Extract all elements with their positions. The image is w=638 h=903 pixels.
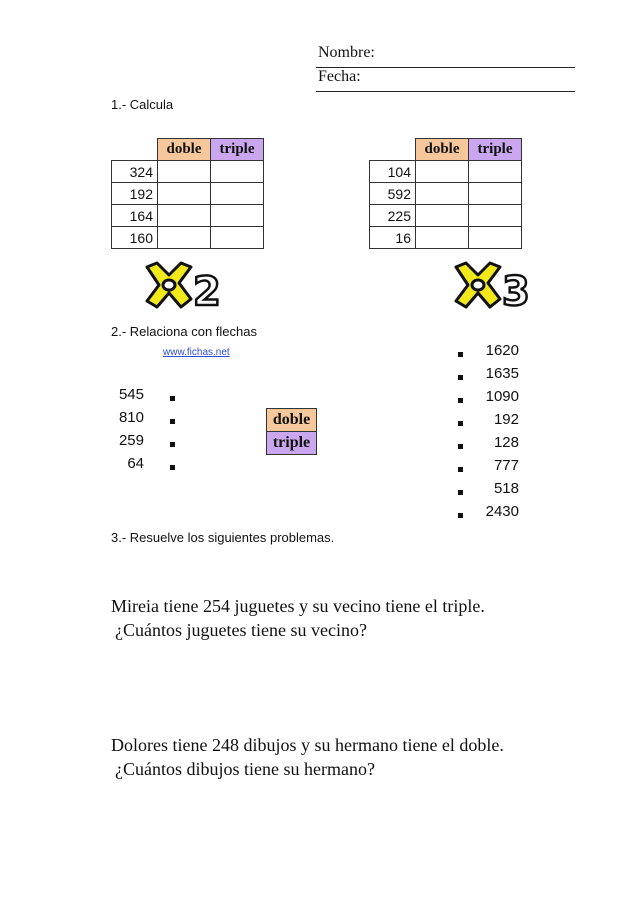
right-dot[interactable] [458, 490, 463, 495]
right-dot[interactable] [458, 444, 463, 449]
table-row [370, 161, 522, 183]
website-link[interactable]: www.fichas.net [163, 347, 230, 358]
answer-cell[interactable] [158, 161, 211, 183]
table-cell-number: 324 [112, 161, 158, 183]
problem-2-question: ¿Cuántos dibujos tiene su hermano? [115, 759, 375, 779]
table-row [112, 161, 264, 183]
table-right [369, 138, 522, 249]
answer-cell[interactable] [211, 205, 264, 227]
right-dot[interactable] [458, 467, 463, 472]
col-triple-header: triple [211, 139, 264, 161]
answer-cell[interactable] [158, 227, 211, 249]
right-dot[interactable] [458, 398, 463, 403]
table-row [112, 227, 264, 249]
right-number: 1635 [485, 365, 519, 382]
col-triple-header: triple [469, 139, 522, 161]
table-cell-number: 592 [370, 183, 416, 205]
right-dot[interactable] [458, 513, 463, 518]
problem-1-statement: Mireia tiene 254 juguetes y su vecino tiene el triple. [111, 596, 485, 616]
answer-cell[interactable] [211, 227, 264, 249]
doble-box[interactable]: doble [266, 408, 317, 432]
answer-cell[interactable] [416, 227, 469, 249]
answer-cell[interactable] [469, 205, 522, 227]
table-cell-number: 225 [370, 205, 416, 227]
problem-2 [111, 733, 504, 781]
left-dot[interactable] [170, 465, 175, 470]
right-number: 518 [493, 480, 519, 497]
svg-text:3: 3 [502, 269, 530, 311]
answer-cell[interactable] [158, 205, 211, 227]
right-number: 2430 [485, 503, 519, 520]
svg-text:2: 2 [193, 269, 221, 311]
answer-cell[interactable] [416, 205, 469, 227]
left-dot[interactable] [170, 442, 175, 447]
table-row [370, 183, 522, 205]
col-doble-header: doble [416, 139, 469, 161]
left-number: 259 [118, 432, 144, 449]
times-three-logo [452, 261, 530, 311]
right-dot[interactable] [458, 352, 463, 357]
section2-title: 2.- Relaciona con flechas [111, 324, 257, 339]
answer-cell[interactable] [469, 183, 522, 205]
times-two-logo [143, 261, 221, 311]
table-cell-number: 164 [112, 205, 158, 227]
answer-cell[interactable] [469, 227, 522, 249]
table-row [112, 183, 264, 205]
answer-cell[interactable] [469, 161, 522, 183]
date-label: Fecha: [318, 68, 361, 85]
left-dot[interactable] [170, 396, 175, 401]
triple-box[interactable]: triple [266, 431, 317, 455]
problem-1 [111, 594, 485, 642]
right-number: 1620 [485, 342, 519, 359]
section1-title: 1.- Calcula [111, 97, 174, 112]
section3-title: 3.- Resuelve los siguientes problemas. [111, 530, 335, 545]
answer-cell[interactable] [211, 161, 264, 183]
date-line[interactable] [316, 91, 575, 92]
right-number: 1090 [485, 388, 519, 405]
answer-cell[interactable] [416, 161, 469, 183]
right-dot[interactable] [458, 421, 463, 426]
right-number: 128 [493, 434, 519, 451]
table-cell-number: 16 [370, 227, 416, 249]
answer-cell[interactable] [158, 183, 211, 205]
name-label: Nombre: [318, 44, 375, 61]
right-dot[interactable] [458, 375, 463, 380]
answer-cell[interactable] [211, 183, 264, 205]
table-row [112, 205, 264, 227]
col-doble-header: doble [158, 139, 211, 161]
table-row [370, 205, 522, 227]
table-cell-number: 104 [370, 161, 416, 183]
left-dot[interactable] [170, 419, 175, 424]
left-number: 545 [118, 386, 144, 403]
right-number: 777 [493, 457, 519, 474]
table-row [370, 227, 522, 249]
table-left [111, 138, 264, 249]
left-number: 64 [127, 455, 144, 472]
table-cell-number: 160 [112, 227, 158, 249]
table-cell-number: 192 [112, 183, 158, 205]
problem-2-statement: Dolores tiene 248 dibujos y su hermano tiene el doble. [111, 735, 504, 755]
problem-1-question: ¿Cuántos juguetes tiene su vecino? [115, 620, 367, 640]
answer-cell[interactable] [416, 183, 469, 205]
left-number: 810 [118, 409, 144, 426]
right-number: 192 [493, 411, 519, 428]
